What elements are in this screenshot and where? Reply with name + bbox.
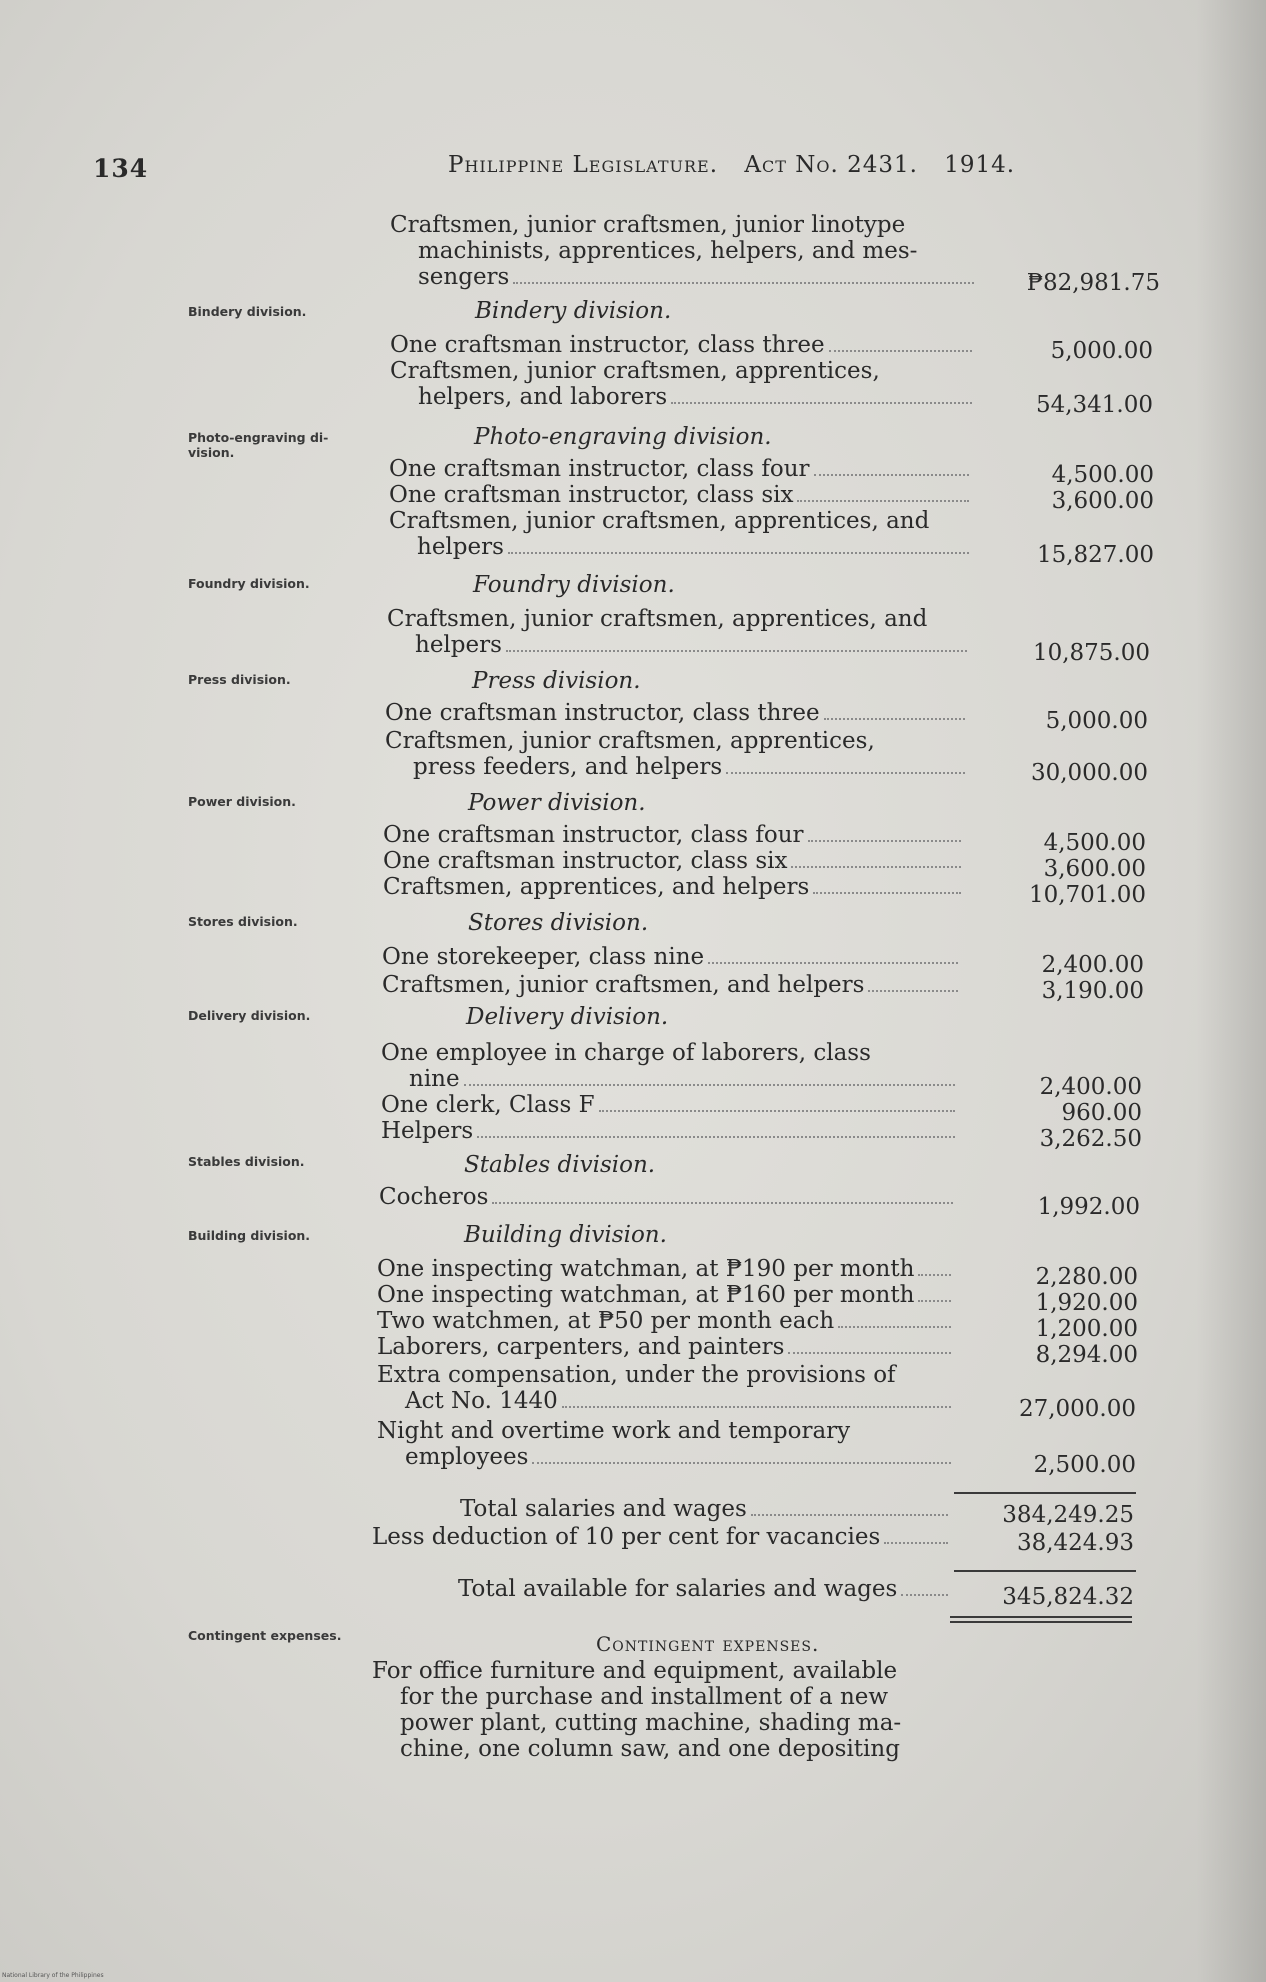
item-label: One clerk, Class F — [381, 1092, 595, 1118]
item-amount: 1,920.00 — [1035, 1290, 1138, 1316]
available-label: Total available for salaries and wages — [458, 1576, 898, 1602]
leader-dots — [901, 1594, 948, 1596]
page-edge-shadow — [1196, 0, 1266, 1982]
item-row — [383, 848, 965, 874]
item-row — [387, 632, 971, 658]
item-row — [377, 1256, 955, 1282]
item-label: Helpers — [381, 1118, 474, 1144]
item-row — [377, 1334, 955, 1360]
item-amount: 3,190.00 — [1041, 978, 1144, 1004]
paragraph-line: chine, one column saw, and one depositing — [400, 1736, 900, 1762]
item-label: One craftsman instructor, class three — [390, 332, 825, 358]
item-row — [389, 456, 973, 482]
item-row — [382, 972, 962, 998]
margin-note: Contingent expenses. — [188, 1628, 342, 1643]
item-amount: 4,500.00 — [1051, 462, 1154, 488]
total-rule — [954, 1492, 1136, 1494]
leader-dots — [918, 1300, 951, 1302]
section-heading: Bindery division. — [475, 298, 672, 324]
item-row — [385, 700, 969, 726]
deduction-row — [372, 1524, 952, 1550]
margin-note: Stores division. — [188, 914, 298, 929]
item-row — [390, 332, 976, 358]
item-row — [377, 1282, 955, 1308]
item-amount: 10,701.00 — [1028, 882, 1146, 908]
deduction-label: Less deduction of 10 per cent for vacancies — [372, 1524, 881, 1550]
item-label: Act No. 1440 — [405, 1388, 558, 1414]
item-row — [389, 534, 973, 560]
running-header — [448, 152, 1033, 178]
leader-dots — [797, 500, 969, 502]
item-label: One inspecting watchman, at ₱160 per month — [377, 1282, 915, 1308]
leader-dots — [506, 650, 967, 652]
double-rule-top — [950, 1616, 1132, 1618]
section-heading: Power division. — [468, 790, 646, 816]
leader-dots — [726, 772, 965, 774]
item-label: helpers — [417, 534, 504, 560]
section-heading: Delivery division. — [466, 1004, 669, 1030]
item-amount: 5,000.00 — [1050, 338, 1153, 364]
item-row — [385, 754, 969, 780]
item-amount: 5,000.00 — [1045, 708, 1148, 734]
item-amount: 3,600.00 — [1043, 856, 1146, 882]
contingent-paragraph — [372, 1658, 952, 1762]
scan-footer: National Library of the Philippines — [2, 1972, 104, 1979]
item-line: Craftsmen, junior craftsmen, apprentices, and — [389, 508, 930, 534]
item-row — [381, 1092, 959, 1118]
leader-dots — [671, 402, 972, 404]
item-label: press feeders, and helpers — [413, 754, 723, 780]
section-title: Contingent expenses. — [596, 1632, 820, 1656]
item-amount: 15,827.00 — [1036, 542, 1154, 568]
item-label: nine — [409, 1066, 460, 1092]
leader-dots — [918, 1274, 951, 1276]
margin-note: Stables division. — [188, 1154, 305, 1169]
section-heading: Stores division. — [468, 910, 649, 936]
margin-note: Foundry division. — [188, 576, 310, 591]
deduction-amount: 38,424.93 — [1016, 1530, 1134, 1556]
item-label: One storekeeper, class nine — [382, 944, 705, 970]
paragraph-line: For office furniture and equipment, available — [372, 1658, 898, 1684]
item-amount: 1,992.00 — [1037, 1194, 1140, 1220]
section-heading: Foundry division. — [473, 572, 675, 598]
header-act: Act No. 2431. — [744, 152, 918, 178]
item-amount: ₱82,981.75 — [1026, 270, 1160, 296]
item-line: Night and overtime work and temporary — [377, 1418, 851, 1444]
available-amount: 345,824.32 — [1002, 1584, 1134, 1610]
leader-dots — [562, 1406, 951, 1408]
item-label: One craftsman instructor, class four — [389, 456, 810, 482]
leader-dots — [814, 474, 969, 476]
item-label: Craftsmen, junior craftsmen, and helpers — [382, 972, 865, 998]
item-row — [377, 1388, 955, 1414]
header-title: Philippine Legislature. — [448, 152, 719, 178]
item-line: Craftsmen, junior craftsmen, apprentices, — [385, 728, 875, 754]
item-line: Craftsmen, junior craftsmen, apprentices, and — [387, 606, 928, 632]
leader-dots — [829, 350, 972, 352]
leader-dots — [708, 962, 958, 964]
paragraph-line: power plant, cutting machine, shading ma- — [400, 1710, 902, 1736]
item-label: Laborers, carpenters, and painters — [377, 1334, 785, 1360]
item-row — [382, 944, 962, 970]
item-row — [390, 384, 976, 410]
item-label: One craftsman instructor, class six — [383, 848, 788, 874]
leader-dots — [868, 990, 958, 992]
leader-dots — [788, 1352, 951, 1354]
item-label: employees — [405, 1444, 529, 1470]
available-row — [458, 1576, 952, 1602]
item-label: One craftsman instructor, class six — [389, 482, 794, 508]
item-row — [381, 1066, 959, 1092]
item-line: Craftsmen, junior craftsmen, apprentices, — [390, 358, 880, 384]
leader-dots — [513, 282, 974, 284]
leader-dots — [824, 718, 965, 720]
item-amount: 4,500.00 — [1043, 830, 1146, 856]
margin-note: Delivery division. — [188, 1008, 311, 1023]
item-amount: 1,200.00 — [1035, 1316, 1138, 1342]
item-row — [389, 482, 973, 508]
double-rule-bottom — [950, 1621, 1132, 1623]
item-label: helpers — [415, 632, 502, 658]
leader-dots — [751, 1514, 948, 1516]
item-amount: 2,280.00 — [1035, 1264, 1138, 1290]
paragraph-line: for the purchase and installment of a new — [400, 1684, 889, 1710]
leader-dots — [599, 1110, 955, 1112]
margin-note: Power division. — [188, 794, 296, 809]
section-heading: Photo-engraving division. — [474, 424, 772, 450]
total-amount: 384,249.25 — [1002, 1502, 1134, 1528]
item-amount: 27,000.00 — [1018, 1396, 1136, 1422]
section-heading: Press division. — [472, 668, 641, 694]
page-number: 134 — [93, 154, 149, 183]
item-row — [377, 1444, 955, 1470]
item-label: sengers — [418, 264, 510, 290]
item-line: One employee in charge of laborers, class — [381, 1040, 871, 1066]
item-amount: 2,500.00 — [1033, 1452, 1136, 1478]
section-heading: Stables division. — [464, 1152, 656, 1178]
item-row — [383, 874, 965, 900]
leader-dots — [532, 1462, 951, 1464]
item-line: machinists, apprentices, helpers, and mes- — [418, 238, 918, 264]
section-heading: Building division. — [464, 1222, 667, 1248]
item-label: One craftsman instructor, class four — [383, 822, 804, 848]
margin-note: Photo-engraving di- vision. — [188, 430, 329, 460]
item-amount: 30,000.00 — [1030, 760, 1148, 786]
leader-dots — [464, 1084, 955, 1086]
item-label: Two watchmen, at ₱50 per month each — [377, 1308, 835, 1334]
item-amount: 2,400.00 — [1039, 1074, 1142, 1100]
item-amount: 3,600.00 — [1051, 488, 1154, 514]
margin-note: Press division. — [188, 672, 291, 687]
item-label: helpers, and laborers — [418, 384, 668, 410]
leader-dots — [492, 1202, 953, 1204]
margin-note: Building division. — [188, 1228, 311, 1243]
item-amount: 54,341.00 — [1035, 392, 1153, 418]
leader-dots — [508, 552, 969, 554]
item-row — [379, 1184, 957, 1210]
leader-dots — [791, 866, 961, 868]
subtotal-rule — [954, 1570, 1136, 1572]
item-amount: 960.00 — [1061, 1100, 1142, 1126]
total-row — [460, 1496, 952, 1522]
leader-dots — [813, 892, 961, 894]
leader-dots — [838, 1326, 951, 1328]
item-label: One craftsman instructor, class three — [385, 700, 820, 726]
leader-dots — [808, 840, 961, 842]
margin-note: Bindery division. — [188, 304, 307, 319]
item-label: Craftsmen, apprentices, and helpers — [383, 874, 810, 900]
leader-dots — [884, 1542, 948, 1544]
item-amount: 3,262.50 — [1039, 1126, 1142, 1152]
leader-dots — [477, 1136, 955, 1138]
item-amount: 10,875.00 — [1032, 640, 1150, 666]
item-label: One inspecting watchman, at ₱190 per month — [377, 1256, 915, 1282]
item-row — [383, 822, 965, 848]
item-row — [377, 1308, 955, 1334]
header-year: 1914. — [944, 152, 1016, 178]
item-label: Cocheros — [379, 1184, 489, 1210]
total-label: Total salaries and wages — [460, 1496, 747, 1522]
item-line: Extra compensation, under the provisions of — [377, 1362, 896, 1388]
item-row — [381, 1118, 959, 1144]
item-amount: 2,400.00 — [1041, 952, 1144, 978]
item-amount: 8,294.00 — [1035, 1342, 1138, 1368]
item-line: Craftsmen, junior craftsmen, junior linotype — [390, 212, 906, 238]
item-row — [390, 264, 978, 290]
